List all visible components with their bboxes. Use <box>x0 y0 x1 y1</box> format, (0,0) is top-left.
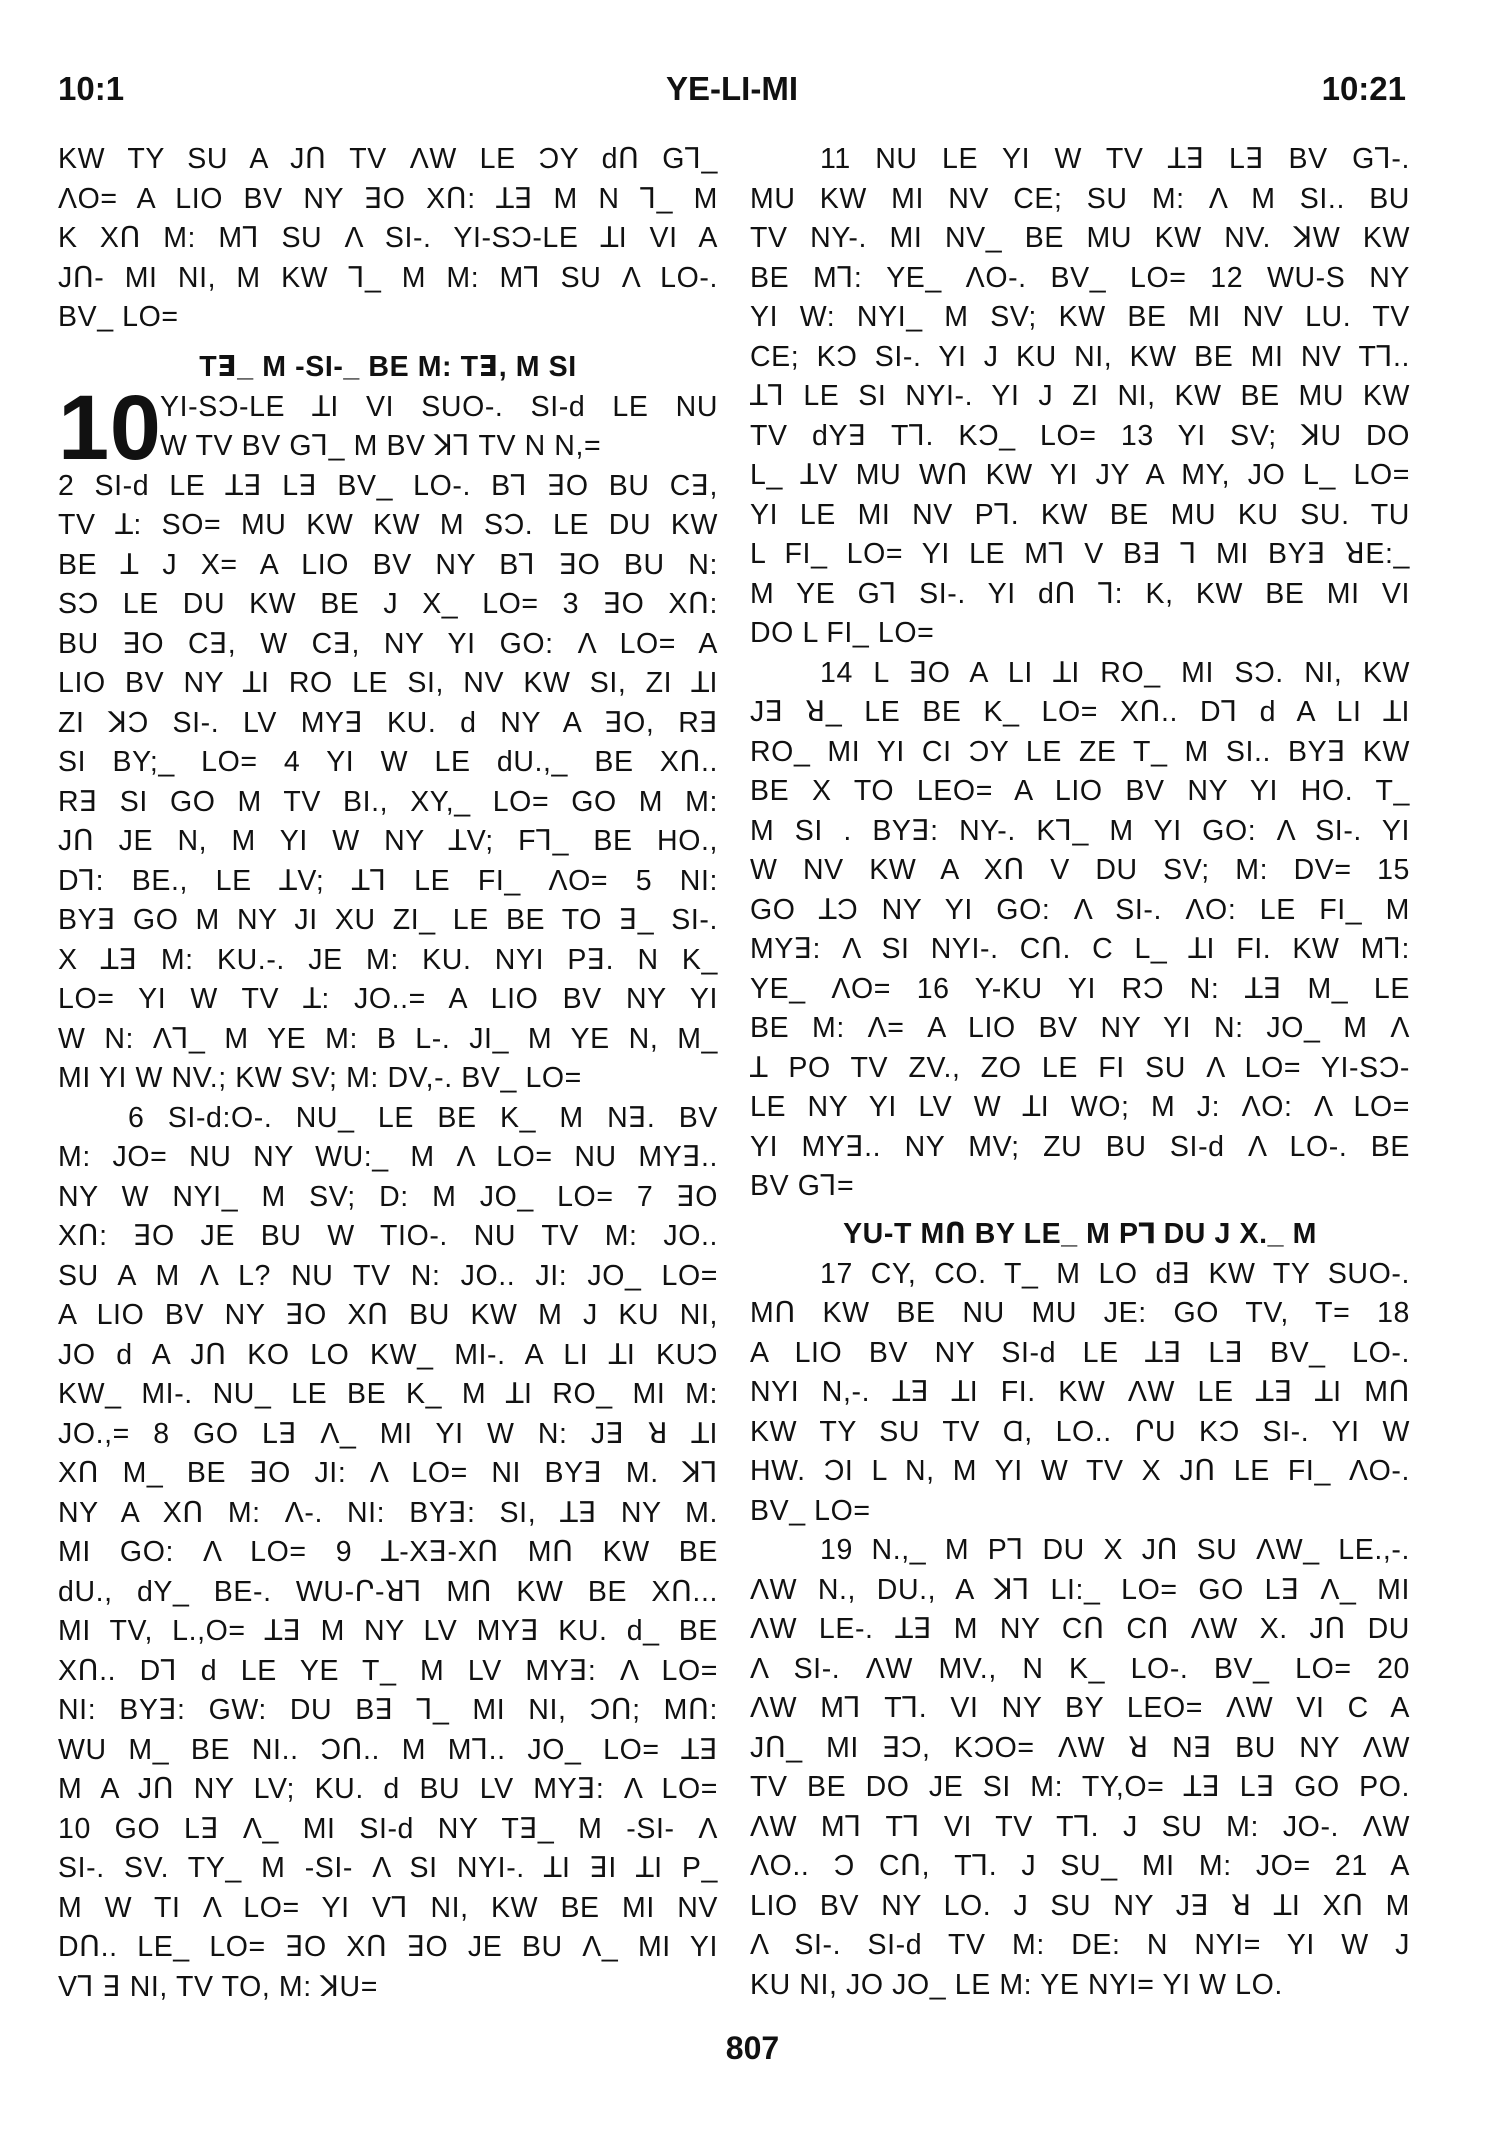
text-line: 17 CY, CO. T_ M LO dꓱ KW TY SUO-. <box>820 1257 1410 1290</box>
text-line: ΛO.. Ɔ CՈ, Tꓶ. J SU_ MI M: JO= 21 A <box>750 1850 1410 1882</box>
text-line: CE; KƆ SI-. YI J KU NI, KW BE MI NV Tꓶ.. <box>750 340 1410 373</box>
text-line: GO ꓕƆ NY YI GO: Λ SI-. ΛO: LE FI_ M <box>750 893 1410 926</box>
text-line: 6 SI-d:O-. NU_ LE BE K_ M Nꓱ. BV <box>128 1101 718 1134</box>
text-line: YE_ ΛO= 16 Y-KU YI RƆ N: ꓕꓱ M_ LE <box>750 972 1410 1005</box>
text-line: MՈ KW BE NU MU JE: GO TV, T= 18 <box>750 1297 1410 1329</box>
text-line: ΛW Mꓶ Tꓶ VI TV Tꓶ. J SU M: JO-. ΛW <box>750 1810 1410 1843</box>
text-line: ΛO= A LIO BV NY ꓱO XՈ: ꓕꓱ M N ꓶ_ M <box>58 182 718 215</box>
text-line: XՈ: ꓱO JE BU W TIO-. NU TV M: JO.. <box>58 1220 718 1252</box>
text-line: MI GO: Λ LO= 9 ꓕ-Xꓱ-XՈ MՈ KW BE <box>58 1536 718 1568</box>
right-column <box>750 140 1410 2005</box>
text-line: 10 GO Lꓱ Λ_ MI SI-d NY Tꓱ_ M -SI- Λ <box>58 1812 718 1845</box>
text-line: JO d A JՈ KO LO KW_ MI-. A LI ꓕI KUƆ <box>58 1338 718 1371</box>
text-line: Vꓶ ꓱ NI, TV TO, M: ꓘU= <box>58 1970 378 2003</box>
text-line: M YE Gꓶ SI-. YI dՈ ꓶ: K, KW BE MI VI <box>750 577 1410 610</box>
text-line: MI TV, L.,O= ꓕꓱ M NY LV MYꓱ KU. d_ BE <box>58 1615 718 1647</box>
text-line: M: JO= NU NY WU:_ M Λ LO= NU MYꓱ.. <box>58 1141 718 1173</box>
text-line: BYꓱ GO M NY JI XU ZI_ LE BE TO ꓱ_ SI-. <box>58 904 718 936</box>
left-body-text <box>58 467 718 2008</box>
text-line: W TV BV Gꓶ_ M BV ꓘꓶ TV N N,= <box>160 430 602 462</box>
text-line: DՈ.. LE_ LO= ꓱO XՈ ꓱO JE BU Λ_ MI YI <box>58 1931 718 1963</box>
text-line: LE NY YI LV W ꓕI WO; M J: ΛO: Λ LO= <box>750 1091 1410 1123</box>
text-line: HW. ƆI L N, M YI W TV X JՈ LE FI_ ΛO-. <box>750 1455 1410 1487</box>
right-text-part-a <box>750 140 1410 1207</box>
text-line: XՈ M_ BE ꓱO JI: Λ LO= NI BYꓱ M. ꓘꓶ <box>58 1457 718 1489</box>
text-line: 11 NU LE YI W TV ꓕꓱ Lꓱ BV Gꓶ-. <box>820 143 1410 175</box>
text-line: Dꓶ: BE., LE ꓕV; ꓕꓶ LE FI_ ΛO= 5 NI: <box>58 864 718 897</box>
text-line: JՈ JE N, M YI W NY ꓕV; Fꓶ_ BE HO., <box>58 825 718 857</box>
text-line: M W TI Λ LO= YI Vꓶ NI, KW BE MI NV <box>58 1891 718 1924</box>
left-column <box>58 140 718 2007</box>
text-line: SI-. SV. TY_ M -SI- Λ SI NYI-. ꓕI ꓱI ꓕI P_ <box>58 1852 718 1884</box>
text-line: WU M_ BE NI.. ƆՈ.. M Mꓶ.. JO_ LO= ꓕꓱ <box>58 1733 718 1766</box>
text-line: YI LE MI NV Pꓶ. KW BE MU KU SU. TU <box>750 498 1410 531</box>
text-line: BE Mꓶ: YE_ ΛO-. BV_ LO= 12 WU-S NY <box>750 261 1410 294</box>
text-line: ΛW LE-. ꓕꓱ M NY CՈ CՈ ΛW X. JՈ DU <box>750 1613 1410 1645</box>
text-line: ꓕ PO TV ZV., ZO LE FI SU Λ LO= YI-SƆ- <box>750 1051 1410 1084</box>
text-line: LIO BV NY LO. J SU NY Jꓱ ꓤ ꓕI XՈ M <box>750 1889 1410 1922</box>
book-title: YE-LI-MI <box>666 70 798 107</box>
text-line: L_ ꓕV MU WՈ KW YI JY A MY, JO L_ LO= <box>750 459 1410 491</box>
text-line: BE ꓕ J X= A LIO BV NY Bꓶ ꓱO BU N: <box>58 548 718 581</box>
text-line: LIO BV NY ꓕI RO LE SI, NV KW SI, ZI ꓕI <box>58 667 718 699</box>
text-line: 19 N.,_ M Pꓶ DU X JՈ SU ΛW_ LE.,-. <box>820 1534 1410 1566</box>
text-line: X ꓕꓱ M: KU.-. JE M: KU. NYI Pꓱ. N K_ <box>58 943 718 976</box>
text-line: DO L FI_ LO= <box>750 617 935 649</box>
left-top-text <box>58 140 718 338</box>
text-line: NYI N,-. ꓕꓱ ꓕI FI. KW ΛW LE ꓕꓱ ꓕI MՈ <box>750 1376 1410 1408</box>
chapter-number: 10 <box>58 376 162 479</box>
text-line: KW TY SU TV Ɑ, LO.. ՐU KƆ SI-. YI W <box>750 1415 1410 1448</box>
text-line: NY W NYI_ M SV; D: M JO_ LO= 7 ꓱO <box>58 1180 718 1213</box>
text-line: TV ꓕ: SO= MU KW KW M SƆ. LE DU KW <box>58 509 718 541</box>
text-line: M SI . BYꓱ: NY-. Kꓶ_ M YI GO: Λ SI-. YI <box>750 814 1410 847</box>
text-line: K XՈ M: Mꓶ SU Λ SI-. YI-SƆ-LE ꓕI VI A <box>58 222 718 254</box>
text-line: NI: BYꓱ: GW: DU Bꓱ ꓶ_ MI NI, ƆՈ; MՈ: <box>58 1694 718 1726</box>
text-line: LO= YI W TV ꓕ: JO..= A LIO BV NY YI <box>58 983 718 1015</box>
text-line: JՈ_ MI ꓱƆ, KƆO= ΛW ꓤ Nꓱ BU NY ΛW <box>750 1731 1410 1764</box>
text-line: Rꓱ SI GO M TV BI., XY,_ LO= GO M M: <box>58 785 718 818</box>
text-line: KU NI, JO JO_ LE M: YE NYI= YI W LO. <box>750 1968 1283 2001</box>
text-line: YI MYꓱ.. NY MV; ZU BU SI-d Λ LO-. BE <box>750 1130 1410 1163</box>
text-line: Jꓱ ꓤ_ LE BE K_ LO= XՈ.. Dꓶ d A LI ꓕI <box>750 696 1410 728</box>
text-line: XՈ.. Dꓶ d LE YE T_ M LV MYꓱ: Λ LO= <box>58 1654 718 1687</box>
text-line: MYꓱ: Λ SI NYI-. CՈ. C L_ ꓕI FI. KW Mꓶ: <box>750 933 1410 965</box>
text-line: NY A XՈ M: Λ-. NI: BYꓱ: SI, ꓕꓱ NY M. <box>58 1496 718 1529</box>
text-line: YI-SƆ-LE ꓕI VI SUO-. SI-d LE NU <box>160 390 718 423</box>
text-line: KW_ MI-. NU_ LE BE K_ M ꓕI RO_ MI M: <box>58 1378 718 1410</box>
section-heading-right: YU-T MՈ BY LE_ M Pꓶ DU J X._ M <box>843 1217 1317 1250</box>
text-line: BV_ LO= <box>58 301 179 333</box>
text-line: BE M: Λ= A LIO BV NY YI N: JO_ M Λ <box>750 1012 1410 1044</box>
text-line: MU KW MI NV CE; SU M: Λ M SI.. BU <box>750 182 1410 215</box>
text-line: Λ SI-. ΛW MV., N K_ LO-. BV_ LO= 20 <box>750 1652 1410 1685</box>
section-heading-left: Tꓱ_ M -SI-_ BE M: Tꓱ, M SI <box>199 350 577 383</box>
text-line: SƆ LE DU KW BE J X_ LO= 3 ꓱO XՈ: <box>58 588 718 620</box>
page-number: 807 <box>725 2030 780 2066</box>
text-line: ꓕꓶ LE SI NYI-. YI J ZI NI, KW BE MU KW <box>750 380 1410 412</box>
header-left-reference: 10:1 <box>58 70 125 107</box>
text-line: KW TY SU A JՈ TV ΛW LE ƆY dՈ Gꓶ_ <box>58 143 718 175</box>
text-line: RO_ MI YI CI ƆY LE ZE T_ M SI.. BYꓱ KW <box>750 735 1410 768</box>
text-line: dU., dY_ BE-. WU-Ր-ꓤꓶ MՈ KW BE XՈ... <box>58 1575 718 1608</box>
text-line: YI W: NYI_ M SV; KW BE MI NV LU. TV <box>750 301 1410 333</box>
text-line: L FI_ LO= YI LE Mꓶ V Bꓱ ꓶ MI BYꓱ ꓤE:_ <box>750 538 1410 570</box>
text-line: TV NY-. MI NV_ BE MU KW NV. ꓘW KW <box>750 222 1410 254</box>
text-line: SI BY;_ LO= 4 YI W LE dU.,_ BE XՈ.. <box>58 746 718 778</box>
text-line: ΛW N., DU., A ꓘꓶ LI:_ LO= GO Lꓱ Λ_ MI <box>750 1573 1410 1606</box>
text-line: Λ SI-. SI-d TV M: DE: N NYI= YI W J <box>750 1929 1410 1961</box>
text-line: M A JՈ NY LV; KU. d BU LV MYꓱ: Λ LO= <box>58 1773 718 1805</box>
chapter-start <box>58 376 718 479</box>
text-line: 14 L ꓱO A LI ꓕI RO_ MI SƆ. NI, KW <box>820 656 1410 689</box>
text-line: BV Gꓶ= <box>750 1170 855 1202</box>
text-line: JO.,= 8 GO Lꓱ Λ_ MI YI W N: Jꓱ ꓤ ꓕI <box>58 1417 718 1450</box>
text-line: ZI ꓘƆ SI-. LV MYꓱ KU. d NY A ꓱO, Rꓱ <box>58 706 718 739</box>
page-header <box>58 70 1406 120</box>
right-text-part-b <box>750 1255 1410 2006</box>
text-line: A LIO BV NY ꓱO XՈ BU KW M J KU NI, <box>58 1299 718 1331</box>
text-line: A LIO BV NY SI-d LE ꓕꓱ Lꓱ BV_ LO-. <box>750 1336 1410 1369</box>
text-line: SU A M Λ L? NU TV N: JO.. JI: JO_ LO= <box>58 1259 718 1292</box>
text-line: ΛW Mꓶ Tꓶ. VI NY BY LEO= ΛW VI C A <box>750 1692 1410 1724</box>
text-line: W N: Λꓶ_ M YE M: B L-. JI_ M YE N, M_ <box>58 1022 718 1055</box>
header-right-reference: 10:21 <box>1321 70 1406 107</box>
text-line: 2 SI-d LE ꓕꓱ Lꓱ BV_ LO-. Bꓶ ꓱO BU Cꓱ, <box>58 469 718 502</box>
text-line: JՈ- MI NI, M KW ꓶ_ M M: Mꓶ SU Λ LO-. <box>58 261 718 294</box>
text-line: TV BE DO JE SI M: TY,O= ꓕꓱ Lꓱ GO PO. <box>750 1771 1410 1803</box>
text-line: MI YI W NV.; KW SV; M: DV,-. BV_ LO= <box>58 1062 582 1094</box>
text-line: BV_ LO= <box>750 1494 871 1527</box>
text-line: W NV KW A XՈ V DU SV; M: DV= 15 <box>750 854 1410 886</box>
text-line: BU ꓱO Cꓱ, W Cꓱ, NY YI GO: Λ LO= A <box>58 627 718 660</box>
text-line: TV dYꓱ Tꓶ. KƆ_ LO= 13 YI SV; ꓘU DO <box>750 419 1410 452</box>
text-line: BE X TO LEO= A LIO BV NY YI HO. T_ <box>750 775 1410 807</box>
